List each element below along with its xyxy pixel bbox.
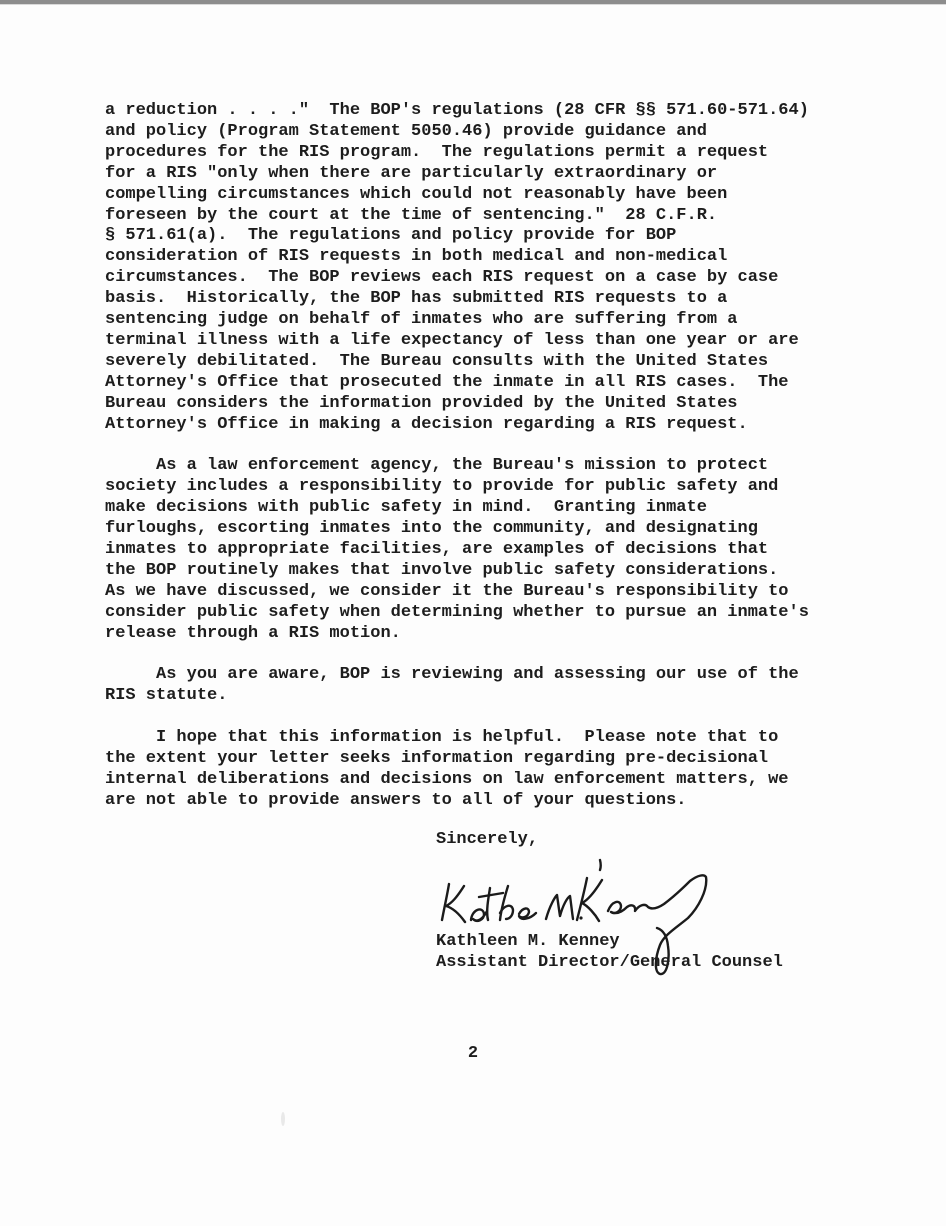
text-line: § 571.61(a). The regulations and policy provide for BOP [105,226,677,246]
text-line: basis. Historically, the BOP has submitted RIS requests to a [105,289,728,309]
text-line: circumstances. The BOP reviews each RIS request on a case by case [105,268,779,288]
text-line: consider public safety when determining whether to pursue an inmate's [105,602,809,622]
text-line: Attorney's Office in making a decision regarding a RIS request. [105,414,748,434]
text-line: I hope that this information is helpful. Please note that to [105,728,779,748]
paragraph [105,665,885,707]
text-line: RIS statute. [105,686,228,706]
text-line: make decisions with public safety in mind. Granting inmate [105,498,707,518]
text-line: the BOP routinely makes that involve public safety considerations. [105,560,779,580]
text-line: As a law enforcement agency, the Bureau's mission to protect [105,456,769,476]
text-line: consideration of RIS requests in both medical and non-medical [105,247,728,267]
text-line: the extent your letter seeks information regarding pre-decisional [105,749,769,769]
text-line: internal deliberations and decisions on law enforcement matters, we [105,769,789,789]
closing-block [436,830,538,851]
text-line: are not able to provide answers to all of your questions. [105,790,687,810]
text-line: release through a RIS motion. [105,623,401,643]
text-line: severely debilitated. The Bureau consults with the United States [105,351,769,371]
text-line: Attorney's Office that prosecuted the inmate in all RIS cases. The [105,372,789,392]
text-line: procedures for the RIS program. The regulations permit a request [105,142,769,162]
text-line: a reduction . . . ." The BOP's regulations (28 CFR §§ 571.60-571.64) [105,101,809,120]
text-line: inmates to appropriate facilities, are examples of decisions that [105,540,769,560]
signer-name: Kathleen M. Kenney [436,932,620,951]
paragraph [105,101,885,436]
text-line: foreseen by the court at the time of sentencing." 28 C.F.R. [105,205,718,225]
text-line: furloughs, escorting inmates into the community, and designating [105,519,758,539]
signer-block [436,932,783,974]
text-line: sentencing judge on behalf of inmates who are suffering from a [105,310,738,330]
text-line: for a RIS "only when there are particularly extraordinary or [105,163,718,183]
text-line: Bureau considers the information provided by the United States [105,393,738,413]
paragraph [105,456,885,644]
signer-title: Assistant Director/General Counsel [436,952,783,972]
text-line: As you are aware, BOP is reviewing and assessing our use of the [105,665,799,685]
closing-salutation: Sincerely, [436,830,539,849]
text-line: society includes a responsibility to provide for public safety and [105,477,779,497]
text-line: terminal illness with a life expectancy of less than one year or are [105,330,799,350]
page-number: 2 [467,1044,479,1063]
text-line: compelling circumstances which could not reasonably have been [105,184,728,204]
scan-edge-artifact [0,0,946,5]
paragraph [105,728,885,812]
text-line: and policy (Program Statement 5050.46) provide guidance and [105,121,707,141]
text-line: As we have discussed, we consider it the Bureau's responsibility to [105,581,789,601]
letter-body [105,101,885,833]
scan-smudge-artifact [281,1112,285,1126]
